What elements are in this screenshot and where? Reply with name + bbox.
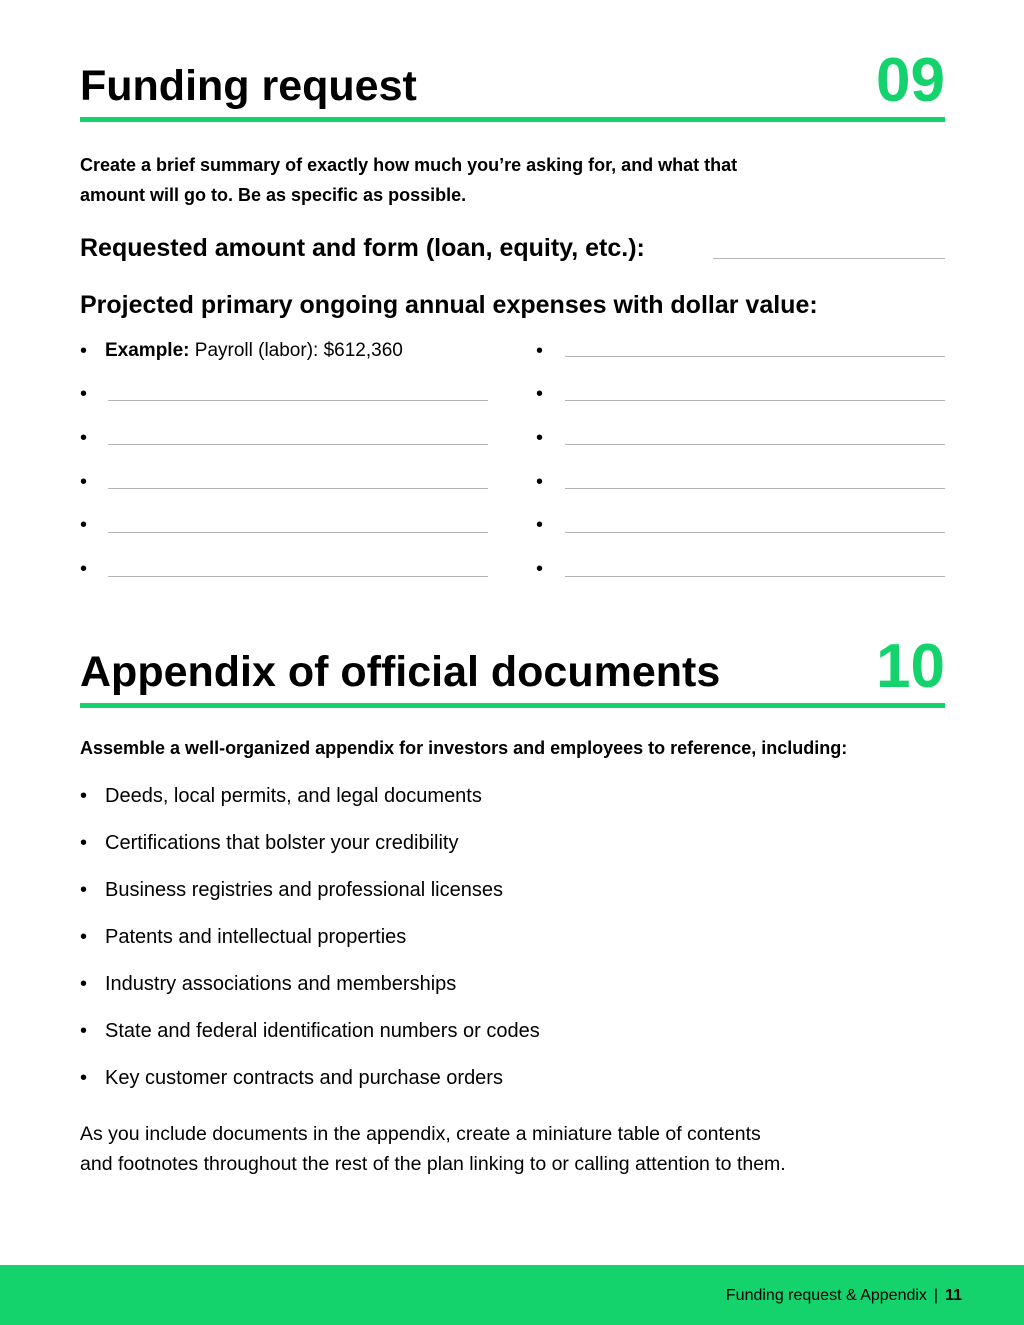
closing-line-2: and footnotes throughout the rest of the plan linking to or calling attention to them.	[80, 1153, 786, 1175]
page-number: 11	[945, 1287, 962, 1304]
expense-blank-line[interactable]	[108, 400, 488, 401]
expense-bullet: •	[536, 427, 544, 449]
requested-amount-label: Requested amount and form (loan, equity, etc.):	[80, 234, 645, 262]
expense-blank-line[interactable]	[565, 532, 945, 533]
list-item: • State and federal identification numbers or codes	[80, 1020, 540, 1042]
bullet-dot: •	[80, 926, 88, 948]
bullet-dot: •	[80, 832, 88, 854]
funding-section-header	[80, 46, 945, 122]
funding-intro-line-1: Create a brief summary of exactly how much you’re asking for, and what that	[80, 155, 738, 175]
expense-bullet: •	[80, 383, 88, 405]
appendix-document-list	[80, 784, 540, 1113]
expense-blank-line[interactable]	[565, 400, 945, 401]
footer-text	[726, 1286, 962, 1306]
expense-blank-line[interactable]	[108, 532, 488, 533]
expense-bullet: •	[80, 427, 88, 449]
funding-intro	[80, 150, 737, 210]
page-footer	[0, 1265, 1024, 1325]
list-item: • Certifications that bolster your credibility	[80, 832, 459, 854]
appendix-section-number: 10	[876, 632, 945, 701]
expense-blank-line[interactable]	[565, 444, 945, 445]
appendix-section-header	[80, 632, 945, 708]
bullet-dot: •	[80, 879, 88, 901]
example-value: Payroll (labor): $612,360	[194, 340, 403, 361]
expense-blank-line[interactable]	[108, 576, 488, 577]
expense-blank-line[interactable]	[108, 488, 488, 489]
appendix-intro: Assemble a well-organized appendix for investors and employees to reference, including:	[80, 738, 848, 758]
list-item: • Patents and intellectual properties	[80, 926, 407, 948]
closing-line-1: As you include documents in the appendix, create a miniature table of contents	[80, 1123, 761, 1145]
bullet-dot: •	[80, 1067, 88, 1089]
bullet-dot: •	[80, 785, 88, 807]
expense-bullet: •	[536, 514, 544, 536]
expense-example	[105, 341, 403, 360]
list-item: • Industry associations and memberships	[80, 973, 457, 995]
expense-bullet: •	[536, 340, 544, 362]
requested-amount-line[interactable]	[713, 258, 945, 259]
expense-blank-line[interactable]	[108, 444, 488, 445]
footer-section-label: Funding request & Appendix	[725, 1287, 927, 1304]
funding-section-number: 09	[876, 46, 945, 115]
expense-bullet: •	[80, 514, 88, 536]
appendix-section-title: Appendix of official documents	[80, 648, 721, 696]
expense-bullet: •	[536, 558, 544, 580]
footer-separator: |	[933, 1287, 939, 1304]
list-item: • Deeds, local permits, and legal documents	[80, 785, 482, 807]
bullet-dot: •	[80, 1020, 88, 1042]
expense-bullet: •	[80, 471, 88, 493]
expense-bullet: •	[536, 471, 544, 493]
expense-bullet: •	[80, 340, 88, 362]
list-item: • Business registries and professional licenses	[80, 879, 503, 901]
funding-intro-line-2: amount will go to. Be as specific as possible.	[80, 185, 467, 205]
expense-blank-line[interactable]	[565, 488, 945, 489]
expenses-label: Projected primary ongoing annual expenses with dollar value:	[80, 291, 818, 319]
expense-bullet: •	[80, 558, 88, 580]
example-label: Example:	[105, 340, 190, 361]
bullet-dot: •	[80, 973, 88, 995]
expense-blank-line[interactable]	[565, 356, 945, 357]
funding-section-title: Funding request	[80, 62, 417, 110]
expense-blank-line[interactable]	[565, 576, 945, 577]
appendix-closing-paragraph	[80, 1119, 880, 1179]
expense-bullet: •	[536, 383, 544, 405]
list-item: • Key customer contracts and purchase orders	[80, 1067, 503, 1089]
